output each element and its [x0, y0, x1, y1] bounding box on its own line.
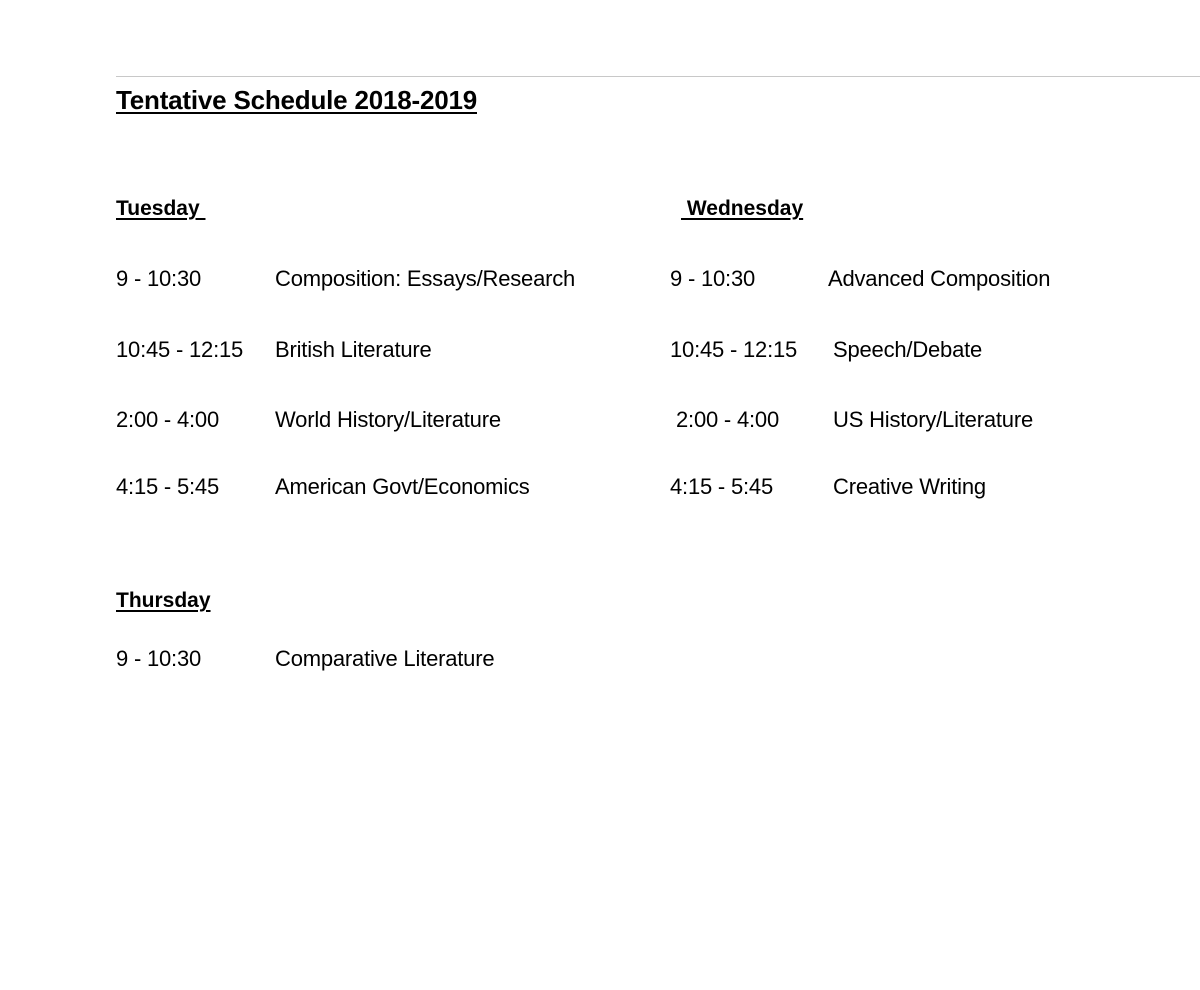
thursday-course-1: Comparative Literature — [275, 646, 495, 671]
tuesday-time-3: 2:00 - 4:00 — [116, 407, 219, 432]
tuesday-time-1: 9 - 10:30 — [116, 266, 202, 291]
wednesday-heading: Wednesday — [681, 197, 804, 220]
tuesday-course-1: Composition: Essays/Research — [275, 266, 576, 291]
wednesday-course-2: Speech/Debate — [833, 337, 983, 362]
wednesday-time-3: 2:00 - 4:00 — [676, 407, 779, 432]
tuesday-course-2: British Literature — [275, 337, 432, 362]
thursday-heading: Thursday — [116, 589, 211, 612]
tuesday-course-4: American Govt/Economics — [275, 474, 530, 499]
wednesday-course-4: Creative Writing — [833, 474, 986, 499]
top-divider — [116, 76, 1200, 77]
wednesday-course-3: US History/Literature — [833, 407, 1033, 432]
wednesday-time-1: 9 - 10:30 — [670, 266, 756, 291]
wednesday-time-4: 4:15 - 5:45 — [670, 474, 773, 499]
tuesday-course-3: World History/Literature — [275, 407, 501, 432]
tuesday-heading: Tuesday — [116, 197, 206, 220]
tuesday-time-2: 10:45 - 12:15 — [116, 337, 244, 362]
wednesday-time-2: 10:45 - 12:15 — [670, 337, 798, 362]
document-title: Tentative Schedule 2018-2019 — [116, 85, 477, 115]
thursday-time-1: 9 - 10:30 — [116, 646, 202, 671]
wednesday-course-1: Advanced Composition — [828, 266, 1051, 291]
tuesday-time-4: 4:15 - 5:45 — [116, 474, 219, 499]
